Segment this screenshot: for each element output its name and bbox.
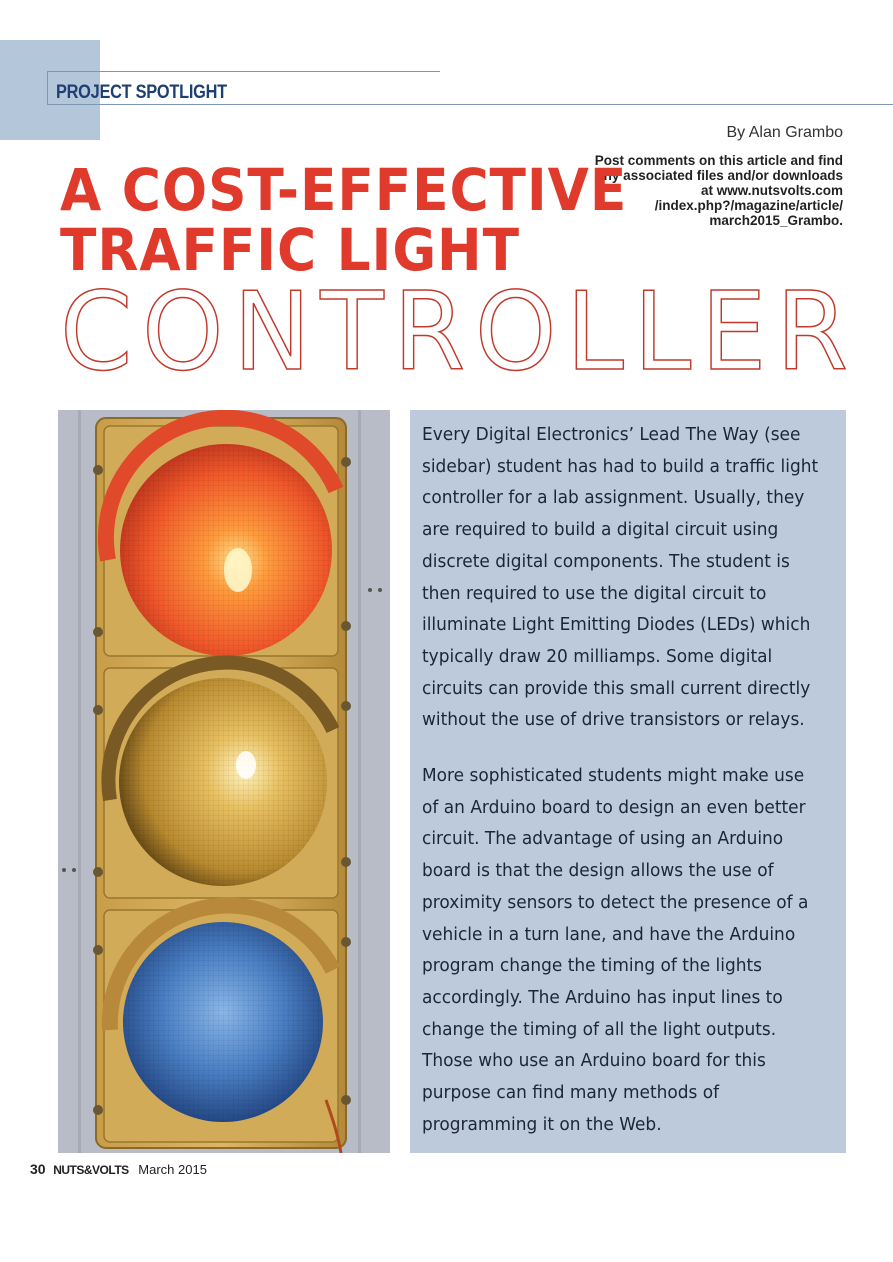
comment-note-text: Post comments on this article and find any associated files and/or downloads at xyxy=(594,153,843,198)
page-footer xyxy=(30,1161,207,1177)
paragraph-2: More sophisticated students might make use of an Arduino board to design an even better circuit. The advantage of using an Arduino board is that the design allows the use of proximity sensors to detect the presence of a vehicle in a turn lane, and have the Arduino program change the timing of the lights accordingly. The Arduino has input lines to change the timing of all the light outputs. Those who use an Arduino board for this purpose can find many methods of programming it on the Web. xyxy=(422,766,809,1135)
title-line-2: TRAFFIC LIGHT xyxy=(60,216,520,284)
title-line-3: CONTROLLER xyxy=(60,270,858,395)
header-rule-top xyxy=(48,71,440,72)
issue-date: March 2015 xyxy=(138,1162,207,1177)
header-rule-main xyxy=(48,104,893,105)
intro-text-box xyxy=(410,410,846,1153)
byline: By Alan Grambo xyxy=(726,124,843,141)
traffic-light-photo xyxy=(58,410,390,1153)
header-rule-vertical xyxy=(47,71,48,105)
paragraph-1: Every Digital Electronics’ Lead The Way (see sidebar) student has had to build a traffic light controller for a lab assignment. Usually, they are required to build a digital circuit using discrete digital components. The student is then required to use the digital circuit to illuminate Light Emitting Diodes (LEDs) which typically draw 20 milliamps. Some digital circuits can provide this small current directly without the use of drive transistors or relays. xyxy=(422,425,819,731)
page-number: 30 xyxy=(30,1161,46,1177)
article-link[interactable]: www.nutsvolts.com /index.php?/magazine/article/ march2015_Grambo. xyxy=(654,183,843,228)
magazine-name: NUTS&VOLTS xyxy=(53,1163,129,1177)
title-line-1: A COST-EFFECTIVE xyxy=(60,156,628,224)
section-label: PROJECT SPOTLIGHT xyxy=(56,82,227,103)
